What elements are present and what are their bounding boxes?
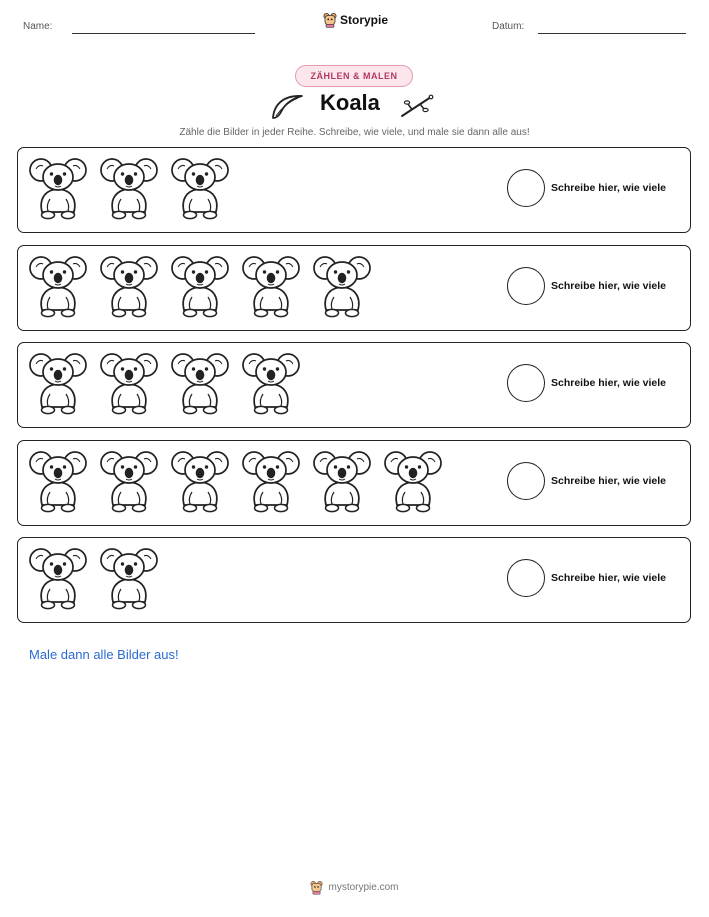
date-label: Datum: bbox=[492, 21, 525, 32]
answer-label: Schreibe hier, wie viele bbox=[551, 377, 666, 389]
koala-icon bbox=[28, 349, 88, 415]
title-row bbox=[270, 90, 440, 122]
counting-row bbox=[17, 440, 691, 526]
koala-icon bbox=[28, 252, 88, 318]
koala-icon bbox=[28, 544, 88, 610]
answer-circle[interactable] bbox=[507, 364, 545, 402]
koala-icon bbox=[170, 252, 230, 318]
koala-icon bbox=[99, 544, 159, 610]
koala-icon bbox=[99, 154, 159, 220]
koala-icon bbox=[241, 447, 301, 513]
answer-circle[interactable] bbox=[507, 169, 545, 207]
storypie-logo-icon bbox=[323, 12, 337, 28]
leaf-icon bbox=[270, 92, 306, 120]
answer-circle[interactable] bbox=[507, 267, 545, 305]
brand bbox=[323, 12, 388, 28]
name-line bbox=[72, 33, 255, 34]
koala-icon bbox=[241, 349, 301, 415]
koala-icon bbox=[99, 252, 159, 318]
koala-icon bbox=[312, 252, 372, 318]
answer-label: Schreibe hier, wie viele bbox=[551, 280, 666, 292]
activity-tag: ZÄHLEN & MALEN bbox=[295, 65, 413, 87]
counting-row bbox=[17, 537, 691, 623]
answer-label: Schreibe hier, wie viele bbox=[551, 475, 666, 487]
koala-icon bbox=[170, 154, 230, 220]
koala-icon bbox=[312, 447, 372, 513]
counting-row bbox=[17, 245, 691, 331]
brand-name: Storypie bbox=[340, 13, 389, 27]
answer-circle[interactable] bbox=[507, 462, 545, 500]
koala-icon bbox=[99, 447, 159, 513]
koala-icon bbox=[28, 154, 88, 220]
counting-row bbox=[17, 342, 691, 428]
koala-icon bbox=[99, 349, 159, 415]
answer-circle[interactable] bbox=[507, 559, 545, 597]
counting-row bbox=[17, 147, 691, 233]
koala-icon bbox=[241, 252, 301, 318]
footer bbox=[0, 880, 709, 895]
worksheet-title: Koala bbox=[320, 90, 380, 115]
worksheet-header bbox=[0, 0, 709, 50]
answer-label: Schreibe hier, wie viele bbox=[551, 182, 666, 194]
answer-label: Schreibe hier, wie viele bbox=[551, 572, 666, 584]
name-label: Name: bbox=[23, 21, 53, 32]
closing-instruction: Male dann alle Bilder aus! bbox=[29, 647, 179, 662]
instructions: Zähle die Bilder in jeder Reihe. Schreibe, wie viele, und male sie dann alle aus! bbox=[179, 127, 530, 138]
footer-url: mystorypie.com bbox=[328, 882, 399, 893]
date-line bbox=[538, 33, 686, 34]
eucalyptus-branch-icon bbox=[400, 93, 434, 119]
koala-icon bbox=[170, 447, 230, 513]
koala-icon bbox=[170, 349, 230, 415]
storypie-logo-icon bbox=[310, 880, 323, 895]
koala-icon bbox=[28, 447, 88, 513]
koala-icon bbox=[383, 447, 443, 513]
